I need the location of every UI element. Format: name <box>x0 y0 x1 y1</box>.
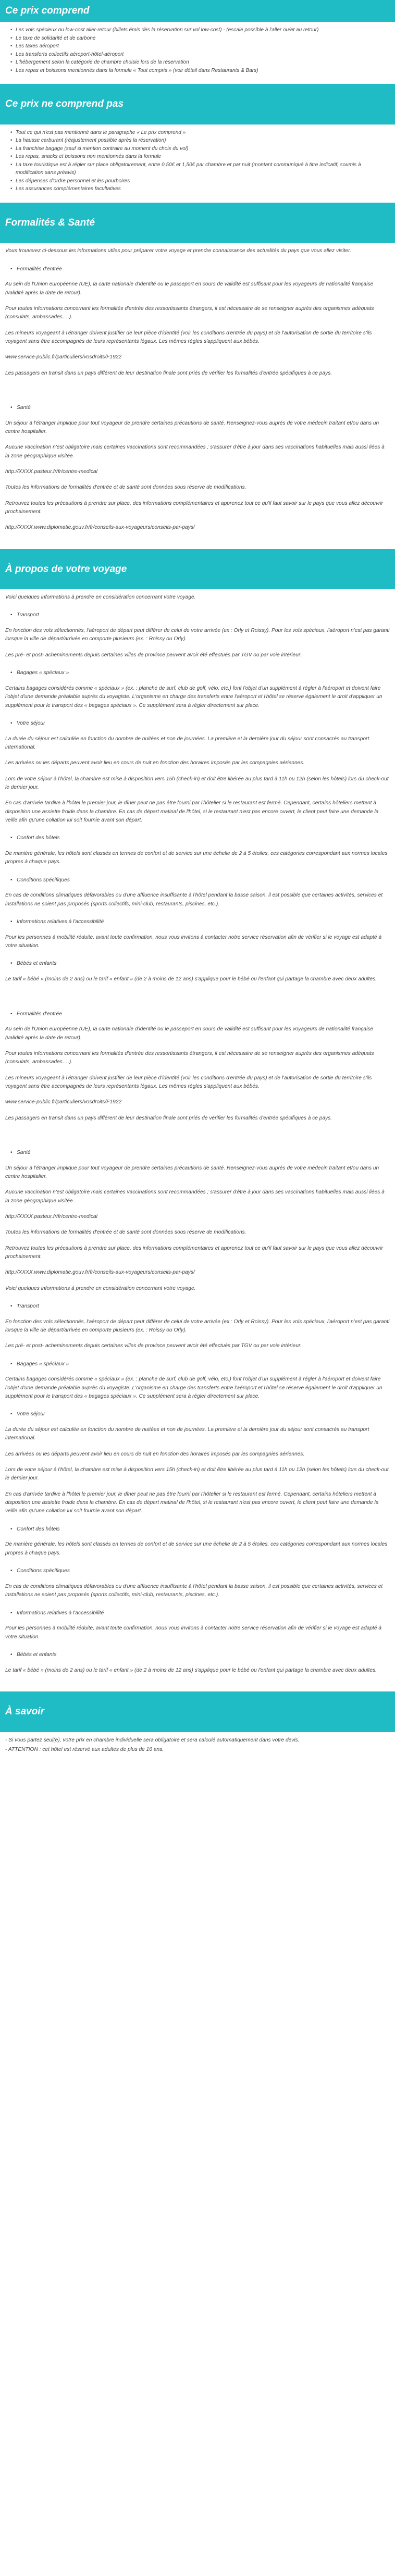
paragraph: Les arrivées ou les départs peuvent avoir lieu en cours de nuit en fonction des horaires imposés par les compagnies aériennes. <box>5 1451 305 1457</box>
paragraph: Un séjour à l'étranger implique pour tout voyageur de prendre certaines précautions de santé. Renseignez-vous auprès de votre médecin traitant et/ou dans un centre hospitalier. <box>5 1165 379 1179</box>
paragraph: Les mineurs voyageant à l'étranger doivent justifier de leur pièce d'identité (voir les conditions d'entrée du pays) et de l'autorisation de sortie du territoire s'ils voyagent sans être accompagnés de leurs représentants légaux. Les mêmes règles s'appliquent aux bébés. <box>5 1075 372 1089</box>
paragraph: Lors de votre séjour à l'hôtel, la chambre est mise à disposition vers 15h (check-in) et doit être libérée au plus tard à 11h ou 12h (selon les hôtels) lors du check-out le dernier jour. <box>5 776 389 790</box>
topic-formalites-entree: • Formalités d'entrée <box>5 265 390 273</box>
topic-conditions: • Conditions spécifiques <box>5 1567 390 1575</box>
list-item: • Tout ce qui n'est pas mentionné dans le paragraphe « Le prix comprend » <box>10 129 390 137</box>
section-header-prix-ne-comprend: Ce prix ne comprend pas <box>0 84 395 124</box>
topic-votre-sejour: • Votre séjour <box>5 1410 390 1418</box>
topic-bagages: • Bagages « spéciaux » <box>5 1360 390 1368</box>
paragraph: Les arrivées ou les départs peuvent avoir lieu en cours de nuit en fonction des horaires imposés par les compagnies aériennes. <box>5 760 305 766</box>
link-pasteur[interactable]: http://XXXX.pasteur.fr/fr/centre-medical <box>5 469 97 475</box>
paragraph: Les pré- et post- acheminements depuis certaines villes de province peuvent avoir été effectués par TGV ou par voie intérieur. <box>5 652 302 658</box>
topic-sante: • Santé <box>5 404 390 412</box>
paragraph: De manière générale, les hôtels sont classés en termes de confort et de service sur une échelle de 2 à 5 étoiles, ces catégories correspondant aux normes locales propres à chaque pays. <box>5 1541 388 1556</box>
list-item: • Les assurances complémentaires facultatives <box>10 185 390 193</box>
paragraph: Pour toutes informations concernant les formalités d'entrée des ressortissants étrangers, il est nécessaire de se renseigner auprès des organismes adéquats (consulats, ambassades….). <box>5 306 374 320</box>
paragraph: Pour les personnes à mobilité réduite, avant toute confirmation, nous vous invitons à contacter notre service réservation afin de vérifier si le voyage est adapté à votre situation. <box>5 934 382 949</box>
list-item: • La hausse carburant (réajustement possible après la réservation) <box>10 136 390 145</box>
topic-transport: • Transport <box>5 1302 390 1311</box>
paragraph: Retrouvez toutes les précautions à prendre sur place, des informations complémentaires et apprenez tout ce qu'il faut savoir sur le pays que vous allez découvrir prochainement. <box>5 1245 384 1260</box>
paragraph: Certains bagages considérés comme « spéciaux » (ex. : planche de surf, club de golf, vélo, etc.) font l'objet d'un supplément à régler à l'aéroport et doivent faire l'objet d'une demande préalable auprès du voyagiste. L'organisme en charge des transferts entre l'aéroport et l'hôtel se réserve également le droit d'appliquer un supplément pour le transport des « bagages spéciaux ». Ce supplément sera à régler directement sur place. <box>5 1376 382 1399</box>
section-header-formalites: Formalités & Santé <box>0 203 395 243</box>
topic-formalites-entree: • Formalités d'entrée <box>5 1010 390 1018</box>
paragraph: Aucune vaccination n'est obligatoire mais certaines vaccinations sont recommandées ; s'assurer d'être à jour dans ses vaccinations habituelles mais aussi liées à la zone géographique visitée. <box>5 444 385 459</box>
paragraph: Les passagers en transit dans un pays différent de leur destination finale sont priés de vérifier les formalités d'entrée spécifiques à ce pays. <box>5 370 332 376</box>
paragraph: Les mineurs voyageant à l'étranger doivent justifier de leur pièce d'identité (voir les conditions d'entrée du pays) et de l'autorisation de sortie du territoire s'ils voyagent sans être accompagnés de leurs représentants légaux. Les mêmes règles s'appliquent aux bébés. <box>5 330 372 344</box>
paragraph: Pour les personnes à mobilité réduite, avant toute confirmation, nous vous invitons à contacter notre service réservation afin de vérifier si le voyage est adapté à votre situation. <box>5 1625 382 1640</box>
paragraph: La durée du séjour est calculée en fonction du nombre de nuitées et non de journées. La première et la dernière jour du séjour sont consacrés au transport international. <box>5 1427 369 1441</box>
list-item: • Les taxes aéroport <box>10 42 390 51</box>
topic-transport: • Transport <box>5 611 390 619</box>
topic-bebes-enfants: • Bébés et enfants <box>5 960 390 968</box>
paragraph: En cas d'arrivée tardive à l'hôtel le premier jour, le dîner peut ne pas être fourni par l'hôtelier si le restaurant est fermé. Cependant, certains hôteliers mettent à disposition une assiette froide dans la chambre. En cas de départ matinal de l'hôtel, si le restaurant n'est pas encore ouvert, le client peut faire une demande la veille afin qu'une collation lui soit fournie avant son départ. <box>5 800 379 823</box>
propos-intro: Voici quelques informations à prendre en considération concernant votre voyage. <box>5 594 196 600</box>
paragraph: Certains bagages considérés comme « spéciaux » (ex. : planche de surf, club de golf, vélo, etc.) font l'objet d'un supplément à régler à l'aéroport et doivent faire l'objet d'une demande préalable auprès du voyagiste. L'organisme en charge des transferts entre l'aéroport et l'hôtel se réserve également le droit d'appliquer un supplément pour le transport des « bagages spéciaux ». Ce supplément sera à régler directement sur place. <box>5 685 382 708</box>
topic-bebes-enfants: • Bébés et enfants <box>5 1651 390 1659</box>
paragraph: En cas de conditions climatiques défavorables ou d'une affluence insuffisante à l'hôtel pendant la basse saison, il est possible que certaines activités, services et installations ne soient pas proposés (sports collectifs, mini-club, restaurants, piscines, etc.). <box>5 892 383 907</box>
paragraph: Toutes les informations de formalités d'entrée et de santé sont données sous réserve de modifications. <box>5 1229 246 1236</box>
prix-ne-comprend-list <box>5 129 390 193</box>
topic-accessibilite: • Informations relatives à l'accessibilité <box>5 1609 390 1617</box>
section-propos <box>0 589 395 1691</box>
topic-bagages: • Bagages « spéciaux » <box>5 669 390 677</box>
topic-conditions: • Conditions spécifiques <box>5 876 390 885</box>
section-prix-ne-comprend <box>0 125 395 203</box>
paragraph: En cas de conditions climatiques défavorables ou d'une affluence insuffisante à l'hôtel pendant la basse saison, il est possible que certaines activités, services et installations ne soient pas proposés (sports collectifs, mini-club, restaurants, piscines, etc.). <box>5 1583 383 1598</box>
list-item: • Les repas, snacks et boissons non mentionnés dans la formule <box>10 153 390 161</box>
list-item: • Les vols spécieux ou low-cost aller-retour (billets émis dès la réservation sur vol low-cost) - (escale possible à l'aller ou/et au retour) <box>10 26 390 34</box>
propos-intro: Voici quelques informations à prendre en considération concernant votre voyage. <box>5 1285 196 1291</box>
list-item: • L'hébergement selon la catégorie de chambre choisie lors de la réservation <box>10 58 390 67</box>
paragraph: Le tarif « bébé » (moins de 2 ans) ou le tarif « enfant » (de 2 à moins de 12 ans) s'applique pour le bébé ou l'enfant qui partage la chambre avec deux adultes. <box>5 1667 377 1673</box>
link-service-public[interactable]: www.service-public.fr/particuliers/vosdroits/F1922 <box>5 1099 122 1105</box>
paragraph: Les pré- et post- acheminements depuis certaines villes de province peuvent avoir été effectués par TGV ou par voie intérieur. <box>5 1343 302 1349</box>
link-service-public[interactable]: www.service-public.fr/particuliers/vosdroits/F1922 <box>5 354 122 360</box>
list-item: • Le taxe de solidarité et de carbone <box>10 34 390 43</box>
section-savoir <box>0 1732 395 1771</box>
topic-confort-hotels: • Confort des hôtels <box>5 1525 390 1534</box>
savoir-line: - ATTENTION : cet hôtel est réservé aux adultes de plus de 16 ans. <box>5 1746 164 1752</box>
paragraph: Au sein de l'Union européenne (UE), la carte nationale d'identité ou le passeport en cours de validité est suffisant pour les voyageurs de nationalité française (validité après la date de retour). <box>5 281 374 296</box>
section-header-propos: À propos de votre voyage <box>0 549 395 589</box>
link-diplomatie[interactable]: http://XXXX.www.diplomatie.gouv.fr/fr/conseils-aux-voyageurs/conseils-par-pays/ <box>5 1270 195 1276</box>
topic-votre-sejour: • Votre séjour <box>5 719 390 728</box>
list-item: • Les dépenses d'ordre personnel et les pourboires <box>10 177 390 185</box>
topic-accessibilite: • Informations relatives à l'accessibilité <box>5 918 390 926</box>
paragraph: Lors de votre séjour à l'hôtel, la chambre est mise à disposition vers 15h (check-in) et doit être libérée au plus tard à 11h ou 12h (selon les hôtels) lors du check-out le dernier jour. <box>5 1467 389 1482</box>
paragraph: En fonction des vols sélectionnés, l'aéroport de départ peut différer de celui de votre arrivée (ex : Orly et Roissy). Pour les vols spéciaux, l'aéroport n'est pas garanti lorsque la ville de départ/arrivée en comporte plusieurs (ex. : Roissy ou Orly). <box>5 628 390 642</box>
link-diplomatie[interactable]: http://XXXX.www.diplomatie.gouv.fr/fr/conseils-aux-voyageurs/conseils-par-pays/ <box>5 525 195 531</box>
paragraph: Pour toutes informations concernant les formalités d'entrée des ressortissants étrangers, il est nécessaire de se renseigner auprès des organismes adéquats (consulats, ambassades….). <box>5 1051 374 1065</box>
paragraph: La durée du séjour est calculée en fonction du nombre de nuitées et non de journées. La première et la dernière jour du séjour sont consacrés au transport international. <box>5 736 369 750</box>
paragraph: Les passagers en transit dans un pays différent de leur destination finale sont priés de vérifier les formalités d'entrée spécifiques à ce pays. <box>5 1115 332 1121</box>
topic-sante: • Santé <box>5 1149 390 1157</box>
list-item: • La franchise bagage (sauf si mention contraire au moment du choix du vol) <box>10 145 390 153</box>
list-item: • Les repas et boissons mentionnés dans la formule « Tout compris » (voir détail dans Restaurants & Bars) <box>10 67 390 75</box>
paragraph: Un séjour à l'étranger implique pour tout voyageur de prendre certaines précautions de santé. Renseignez-vous auprès de votre médecin traitant et/ou dans un centre hospitalier. <box>5 420 379 435</box>
section-formalites <box>0 243 395 549</box>
savoir-line: - Si vous partez seul(e), votre prix en chambre individuelle sera obligatoire et sera calculé automatiquement dans votre devis. <box>5 1737 300 1743</box>
formalites-intro: Vous trouverez ci-dessous les informations utiles pour préparer votre voyage et prendre connaissance des actualités du pays que vous allez visiter. <box>5 248 352 254</box>
prix-comprend-list <box>5 26 390 74</box>
link-pasteur[interactable]: http://XXXX.pasteur.fr/fr/centre-medical <box>5 1213 97 1219</box>
paragraph: Au sein de l'Union européenne (UE), la carte nationale d'identité ou le passeport en cours de validité est suffisant pour les voyageurs de nationalité française (validité après la date de retour). <box>5 1026 374 1041</box>
list-item: • Les transferts collectifs aéroport-hôtel-aéroport <box>10 51 390 59</box>
paragraph: En cas d'arrivée tardive à l'hôtel le premier jour, le dîner peut ne pas être fourni par l'hôtelier si le restaurant est fermé. Cependant, certains hôteliers mettent à disposition une assiette froide dans la chambre. En cas de départ matinal de l'hôtel, si le restaurant n'est pas encore ouvert, le client peut faire une demande la veille afin qu'une collation lui soit fournie avant son départ. <box>5 1491 379 1514</box>
section-prix-comprend <box>0 22 395 84</box>
list-item: • La taxe touristique est à régler sur place obligatoirement, entre 0,50€ et 1,50€ par chambre et par nuit (montant communiqué à titre indicatif, soumis à modification sans préavis) <box>10 161 390 177</box>
paragraph: Aucune vaccination n'est obligatoire mais certaines vaccinations sont recommandées ; s'assurer d'être à jour dans ses vaccinations habituelles mais aussi liées à la zone géographique visitée. <box>5 1189 385 1204</box>
paragraph: Retrouvez toutes les précautions à prendre sur place, des informations complémentaires et apprenez tout ce qu'il faut savoir sur le pays que vous allez découvrir prochainement. <box>5 500 384 515</box>
paragraph: Toutes les informations de formalités d'entrée et de santé sont données sous réserve de modifications. <box>5 484 246 491</box>
paragraph: Le tarif « bébé » (moins de 2 ans) ou le tarif « enfant » (de 2 à moins de 12 ans) s'applique pour le bébé ou l'enfant qui partage la chambre avec deux adultes. <box>5 976 377 982</box>
paragraph: De manière générale, les hôtels sont classés en termes de confort et de service sur une échelle de 2 à 5 étoiles, ces catégories correspondant aux normes locales propres à chaque pays. <box>5 850 388 865</box>
section-header-prix-comprend: Ce prix comprend <box>0 0 395 22</box>
paragraph: En fonction des vols sélectionnés, l'aéroport de départ peut différer de celui de votre arrivée (ex : Orly et Roissy). Pour les vols spéciaux, l'aéroport n'est pas garanti lorsque la ville de départ/arrivée en comporte plusieurs (ex. : Roissy ou Orly). <box>5 1318 390 1333</box>
topic-confort-hotels: • Confort des hôtels <box>5 834 390 842</box>
section-header-savoir: À savoir <box>0 1691 395 1732</box>
